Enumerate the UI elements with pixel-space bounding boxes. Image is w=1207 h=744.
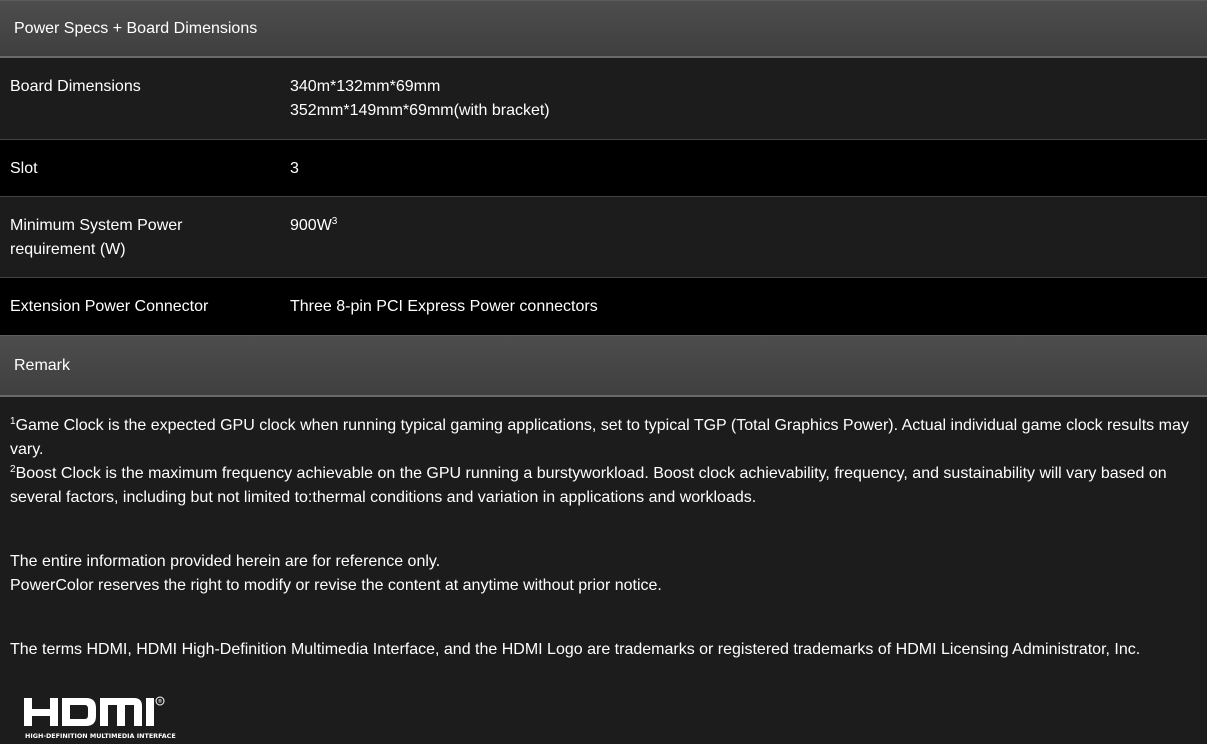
spec-value-line: 352mm*149mm*69mm(with bracket) bbox=[290, 102, 550, 119]
spec-value-line: Three 8-pin PCI Express Power connectors bbox=[290, 298, 598, 315]
spec-label: Slot bbox=[10, 160, 38, 177]
spec-value-line: 3 bbox=[290, 160, 299, 177]
spec-label: Extension Power Connector bbox=[10, 298, 209, 315]
spec-value bbox=[290, 75, 1197, 139]
spec-table bbox=[0, 58, 1207, 335]
spec-row-board-dimensions bbox=[0, 58, 1207, 140]
spec-row-extension-power bbox=[0, 278, 1207, 335]
hdmi-logo-icon bbox=[22, 694, 202, 744]
section-title: Remark bbox=[14, 356, 71, 374]
registered-mark: ® bbox=[157, 699, 163, 705]
spec-row-slot bbox=[0, 140, 1207, 197]
power-specs-header bbox=[0, 0, 1207, 58]
disclaimer-reference: The entire information provided herein are for reference only. bbox=[10, 553, 441, 570]
footnote-boost-clock bbox=[10, 462, 1197, 510]
spec-value bbox=[290, 214, 1197, 277]
remark-header bbox=[0, 335, 1207, 397]
spec-value-line: 340m*132mm*69mm bbox=[290, 78, 441, 95]
hdmi-tagline: HIGH-DEFINITION MULTIMEDIA INTERFACE bbox=[25, 732, 176, 740]
remark-body bbox=[0, 397, 1207, 662]
footnote-text: Boost Clock is the maximum frequency achievable on the GPU running a burstyworkload. Boost clock achievability, frequency, and sustainability will vary based on several factors, including but not limited to:thermal conditions and variation in applications and workloads. bbox=[10, 465, 1167, 506]
disclaimer-revision: PowerColor reserves the right to modify or revise the content at anytime without prior notice. bbox=[10, 577, 662, 594]
footnote-mark: 3 bbox=[331, 216, 338, 227]
spec-value-line: 900W bbox=[290, 217, 332, 234]
spec-row-min-power bbox=[0, 197, 1207, 278]
spec-value bbox=[290, 295, 1197, 335]
trademark-notice: The terms HDMI, HDMI High-Definition Multimedia Interface, and the HDMI Logo are trademarks or registered trademarks of HDMI Licensing Administrator, Inc. bbox=[10, 641, 1141, 658]
footnote-text: Game Clock is the expected GPU clock when running typical gaming applications, set to typical TGP (Total Graphics Power). Actual individual game clock results may vary. bbox=[10, 417, 1189, 458]
footnote-mark: 1 bbox=[10, 416, 16, 427]
footnote-game-clock bbox=[10, 414, 1197, 462]
section-title: Power Specs + Board Dimensions bbox=[14, 19, 258, 37]
spec-label: Board Dimensions bbox=[10, 78, 141, 95]
spec-value bbox=[290, 157, 1197, 196]
footnote-mark: 2 bbox=[10, 464, 16, 475]
spec-label: Minimum System Power requirement (W) bbox=[10, 217, 183, 258]
